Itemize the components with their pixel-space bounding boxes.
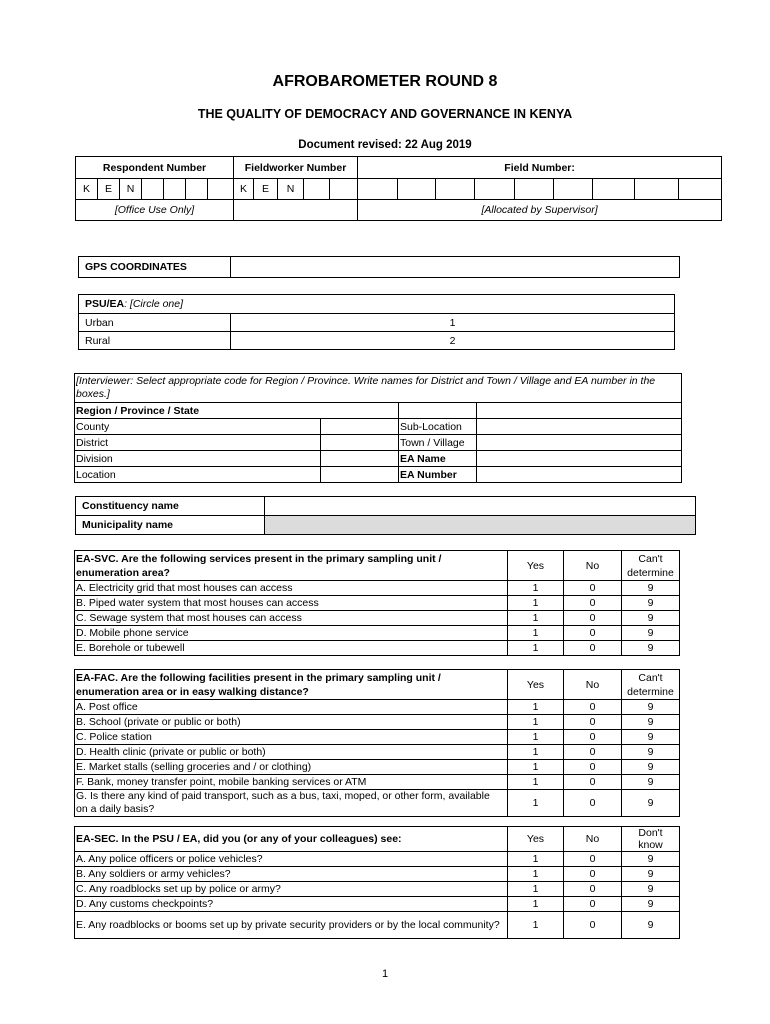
- county-field[interactable]: [321, 419, 399, 435]
- answer-cant-code[interactable]: 9: [622, 912, 680, 939]
- answer-yes-code[interactable]: 1: [508, 912, 564, 939]
- field-number-box[interactable]: [358, 179, 398, 200]
- question-row-label: A. Electricity grid that most houses can access: [75, 581, 508, 596]
- question-row: [75, 641, 680, 656]
- answer-no-code[interactable]: 0: [564, 745, 622, 760]
- ea-svc-question: EA-SVC. Are the following services present in the primary sampling unit / enumeration area?: [75, 551, 508, 581]
- field-number-box[interactable]: [515, 179, 554, 200]
- ea-fac-question: EA-FAC. Are the following facilities present in the primary sampling unit / enumeration area or in easy walking distance?: [75, 670, 508, 700]
- division-field[interactable]: [321, 451, 399, 467]
- question-row: [75, 626, 680, 641]
- answer-yes-code[interactable]: 1: [508, 581, 564, 596]
- answer-cant-code[interactable]: 9: [622, 596, 680, 611]
- answer-no-code[interactable]: 0: [564, 912, 622, 939]
- page-number: 1: [381, 968, 389, 980]
- answer-no-code[interactable]: 0: [564, 760, 622, 775]
- gps-coordinates-field[interactable]: [231, 257, 680, 278]
- psu-instruction: : [Circle one]: [124, 298, 184, 310]
- location-field[interactable]: [321, 467, 399, 483]
- psu-option-urban: Urban: [79, 314, 231, 332]
- fieldworker-digit-box[interactable]: [330, 179, 358, 200]
- supervisor-note: [Allocated by Supervisor]: [358, 200, 722, 221]
- answer-yes-code[interactable]: 1: [508, 852, 564, 867]
- document-subtitle: THE QUALITY OF DEMOCRACY AND GOVERNANCE IN KENYA: [197, 107, 573, 121]
- answer-yes-code[interactable]: 1: [508, 775, 564, 790]
- ea-fac-yes-header: Yes: [508, 670, 564, 700]
- question-row-label: A. Any police officers or police vehicles?: [75, 852, 508, 867]
- document-title: AFROBAROMETER ROUND 8: [272, 73, 498, 90]
- answer-yes-code[interactable]: 1: [508, 596, 564, 611]
- region-name-field[interactable]: [477, 403, 682, 419]
- gps-coordinates-label: GPS COORDINATES: [79, 257, 231, 278]
- answer-no-code[interactable]: 0: [564, 611, 622, 626]
- answer-cant-code[interactable]: 9: [622, 700, 680, 715]
- answer-no-code[interactable]: 0: [564, 730, 622, 745]
- answer-no-code[interactable]: 0: [564, 581, 622, 596]
- ea-sec-question: EA-SEC. In the PSU / EA, did you (or any of your colleagues) see:: [75, 827, 508, 852]
- ea-svc-rows: [75, 581, 680, 656]
- ea-sec-rows: [75, 852, 680, 939]
- answer-yes-code[interactable]: 1: [508, 715, 564, 730]
- answer-cant-code[interactable]: 9: [622, 611, 680, 626]
- town-village-label: Town / Village: [399, 435, 477, 451]
- town-village-field[interactable]: [477, 435, 682, 451]
- district-field[interactable]: [321, 435, 399, 451]
- ea-sec-yes-header: Yes: [508, 827, 564, 852]
- question-row: [75, 882, 680, 897]
- respondent-number-label: Respondent Number: [76, 157, 234, 179]
- ea-svc-table: [74, 550, 680, 656]
- respondent-prefix-k: K: [76, 179, 98, 200]
- county-label: County: [75, 419, 321, 435]
- question-row: [75, 700, 680, 715]
- field-number-box[interactable]: [593, 179, 635, 200]
- fieldworker-number-label: Fieldworker Number: [234, 157, 358, 179]
- field-number-box[interactable]: [436, 179, 475, 200]
- constituency-table: [75, 496, 696, 535]
- answer-cant-code[interactable]: 9: [622, 581, 680, 596]
- answer-no-code[interactable]: 0: [564, 626, 622, 641]
- question-row: [75, 745, 680, 760]
- constituency-name-label: Constituency name: [76, 497, 265, 516]
- region-table: [74, 373, 682, 483]
- answer-no-code[interactable]: 0: [564, 897, 622, 912]
- respondent-prefix-n: N: [120, 179, 142, 200]
- ea-sec-dont-know-header: Don't know: [622, 827, 680, 852]
- question-row: [75, 730, 680, 745]
- region-label: Region / Province / State: [75, 403, 399, 419]
- gps-table: [78, 256, 680, 278]
- ea-svc-cant-header: Can't determine: [622, 551, 680, 581]
- field-number-box[interactable]: [554, 179, 593, 200]
- answer-no-code[interactable]: 0: [564, 775, 622, 790]
- question-row: [75, 897, 680, 912]
- answer-yes-code[interactable]: 1: [508, 745, 564, 760]
- answer-yes-code[interactable]: 1: [508, 790, 564, 817]
- question-row: [75, 715, 680, 730]
- answer-yes-code[interactable]: 1: [508, 700, 564, 715]
- respondent-digit-box[interactable]: [186, 179, 208, 200]
- question-row-label: C. Sewage system that most houses can access: [75, 611, 508, 626]
- constituency-name-field[interactable]: [265, 497, 696, 516]
- ea-number-field[interactable]: [477, 467, 682, 483]
- answer-cant-code[interactable]: 9: [622, 760, 680, 775]
- region-instruction: [Interviewer: Select appropriate code for Region / Province. Write names for District and Town / Village and EA number in the boxes.]: [75, 374, 682, 403]
- psu-code-rural[interactable]: 2: [231, 332, 675, 350]
- question-row-label: C. Police station: [75, 730, 508, 745]
- question-row-label: C. Any roadblocks set up by police or army?: [75, 882, 508, 897]
- answer-no-code[interactable]: 0: [564, 715, 622, 730]
- field-number-box[interactable]: [398, 179, 436, 200]
- division-label: Division: [75, 451, 321, 467]
- question-row-label: E. Borehole or tubewell: [75, 641, 508, 656]
- answer-no-code[interactable]: 0: [564, 867, 622, 882]
- question-row: [75, 596, 680, 611]
- answer-yes-code[interactable]: 1: [508, 760, 564, 775]
- answer-cant-code[interactable]: 9: [622, 730, 680, 745]
- answer-cant-code[interactable]: 9: [622, 882, 680, 897]
- ea-fac-cant-header: Can't determine: [622, 670, 680, 700]
- ea-fac-rows: [75, 700, 680, 817]
- question-row-label: E. Any roadblocks or booms set up by private security providers or by the local community?: [75, 912, 508, 939]
- answer-no-code[interactable]: 0: [564, 852, 622, 867]
- answer-no-code[interactable]: 0: [564, 596, 622, 611]
- field-number-box[interactable]: [475, 179, 515, 200]
- question-row: [75, 912, 680, 939]
- answer-yes-code[interactable]: 1: [508, 897, 564, 912]
- respondent-digit-box[interactable]: [164, 179, 186, 200]
- answer-no-code[interactable]: 0: [564, 882, 622, 897]
- municipality-name-label: Municipality name: [76, 516, 265, 535]
- ea-name-field[interactable]: [477, 451, 682, 467]
- question-row-label: A. Post office: [75, 700, 508, 715]
- answer-cant-code[interactable]: 9: [622, 775, 680, 790]
- answer-cant-code[interactable]: 9: [622, 897, 680, 912]
- question-row: [75, 775, 680, 790]
- question-row-label: B. Piped water system that most houses can access: [75, 596, 508, 611]
- answer-cant-code[interactable]: 9: [622, 790, 680, 817]
- question-row: [75, 867, 680, 882]
- location-label: Location: [75, 467, 321, 483]
- sub-location-label: Sub-Location: [399, 419, 477, 435]
- fieldworker-prefix-e: E: [254, 179, 278, 200]
- question-row-label: D. Mobile phone service: [75, 626, 508, 641]
- respondent-prefix-e: E: [98, 179, 120, 200]
- question-row-label: E. Market stalls (selling groceries and / or clothing): [75, 760, 508, 775]
- region-code-field[interactable]: [399, 403, 477, 419]
- answer-cant-code[interactable]: 9: [622, 715, 680, 730]
- answer-no-code[interactable]: 0: [564, 700, 622, 715]
- answer-cant-code[interactable]: 9: [622, 626, 680, 641]
- id-table: [75, 156, 722, 221]
- fieldworker-prefix-k: K: [234, 179, 254, 200]
- ea-svc-no-header: No: [564, 551, 622, 581]
- question-row-label: B. Any soldiers or army vehicles?: [75, 867, 508, 882]
- ea-name-label: EA Name: [399, 451, 477, 467]
- question-row: [75, 790, 680, 817]
- sub-location-field[interactable]: [477, 419, 682, 435]
- field-number-box[interactable]: [635, 179, 679, 200]
- ea-number-label: EA Number: [399, 467, 477, 483]
- psu-option-rural: Rural: [79, 332, 231, 350]
- psu-header: [79, 295, 675, 314]
- field-number-label: Field Number:: [358, 157, 722, 179]
- answer-yes-code[interactable]: 1: [508, 626, 564, 641]
- respondent-digit-box[interactable]: [142, 179, 164, 200]
- question-row: [75, 611, 680, 626]
- fieldworker-note-cell: [234, 200, 358, 221]
- answer-no-code[interactable]: 0: [564, 790, 622, 817]
- revision-date: Document revised: 22 Aug 2019: [298, 139, 472, 151]
- question-row-label: D. Any customs checkpoints?: [75, 897, 508, 912]
- answer-yes-code[interactable]: 1: [508, 882, 564, 897]
- answer-no-code[interactable]: 0: [564, 641, 622, 656]
- field-number-box[interactable]: [679, 179, 722, 200]
- question-row-label: G. Is there any kind of paid transport, such as a bus, taxi, moped, or other form, available on a daily basis?: [75, 790, 508, 817]
- office-use-note: [Office Use Only]: [76, 200, 234, 221]
- district-label: District: [75, 435, 321, 451]
- ea-sec-table: [74, 826, 680, 939]
- question-row-label: B. School (private or public or both): [75, 715, 508, 730]
- question-row: [75, 581, 680, 596]
- answer-cant-code[interactable]: 9: [622, 641, 680, 656]
- answer-yes-code[interactable]: 1: [508, 611, 564, 626]
- answer-yes-code[interactable]: 1: [508, 867, 564, 882]
- answer-yes-code[interactable]: 1: [508, 641, 564, 656]
- psu-table: [78, 294, 675, 350]
- ea-svc-yes-header: Yes: [508, 551, 564, 581]
- ea-fac-no-header: No: [564, 670, 622, 700]
- question-row-label: F. Bank, money transfer point, mobile banking services or ATM: [75, 775, 508, 790]
- respondent-digit-box[interactable]: [208, 179, 234, 200]
- psu-code-urban[interactable]: 1: [231, 314, 675, 332]
- psu-label: PSU/EA: [85, 298, 125, 310]
- question-row: [75, 852, 680, 867]
- municipality-name-field[interactable]: [265, 516, 696, 535]
- fieldworker-digit-box[interactable]: [304, 179, 330, 200]
- answer-cant-code[interactable]: 9: [622, 867, 680, 882]
- answer-cant-code[interactable]: 9: [622, 745, 680, 760]
- ea-sec-no-header: No: [564, 827, 622, 852]
- ea-fac-table: [74, 669, 680, 817]
- question-row: [75, 760, 680, 775]
- fieldworker-prefix-n: N: [278, 179, 304, 200]
- question-row-label: D. Health clinic (private or public or both): [75, 745, 508, 760]
- answer-cant-code[interactable]: 9: [622, 852, 680, 867]
- answer-yes-code[interactable]: 1: [508, 730, 564, 745]
